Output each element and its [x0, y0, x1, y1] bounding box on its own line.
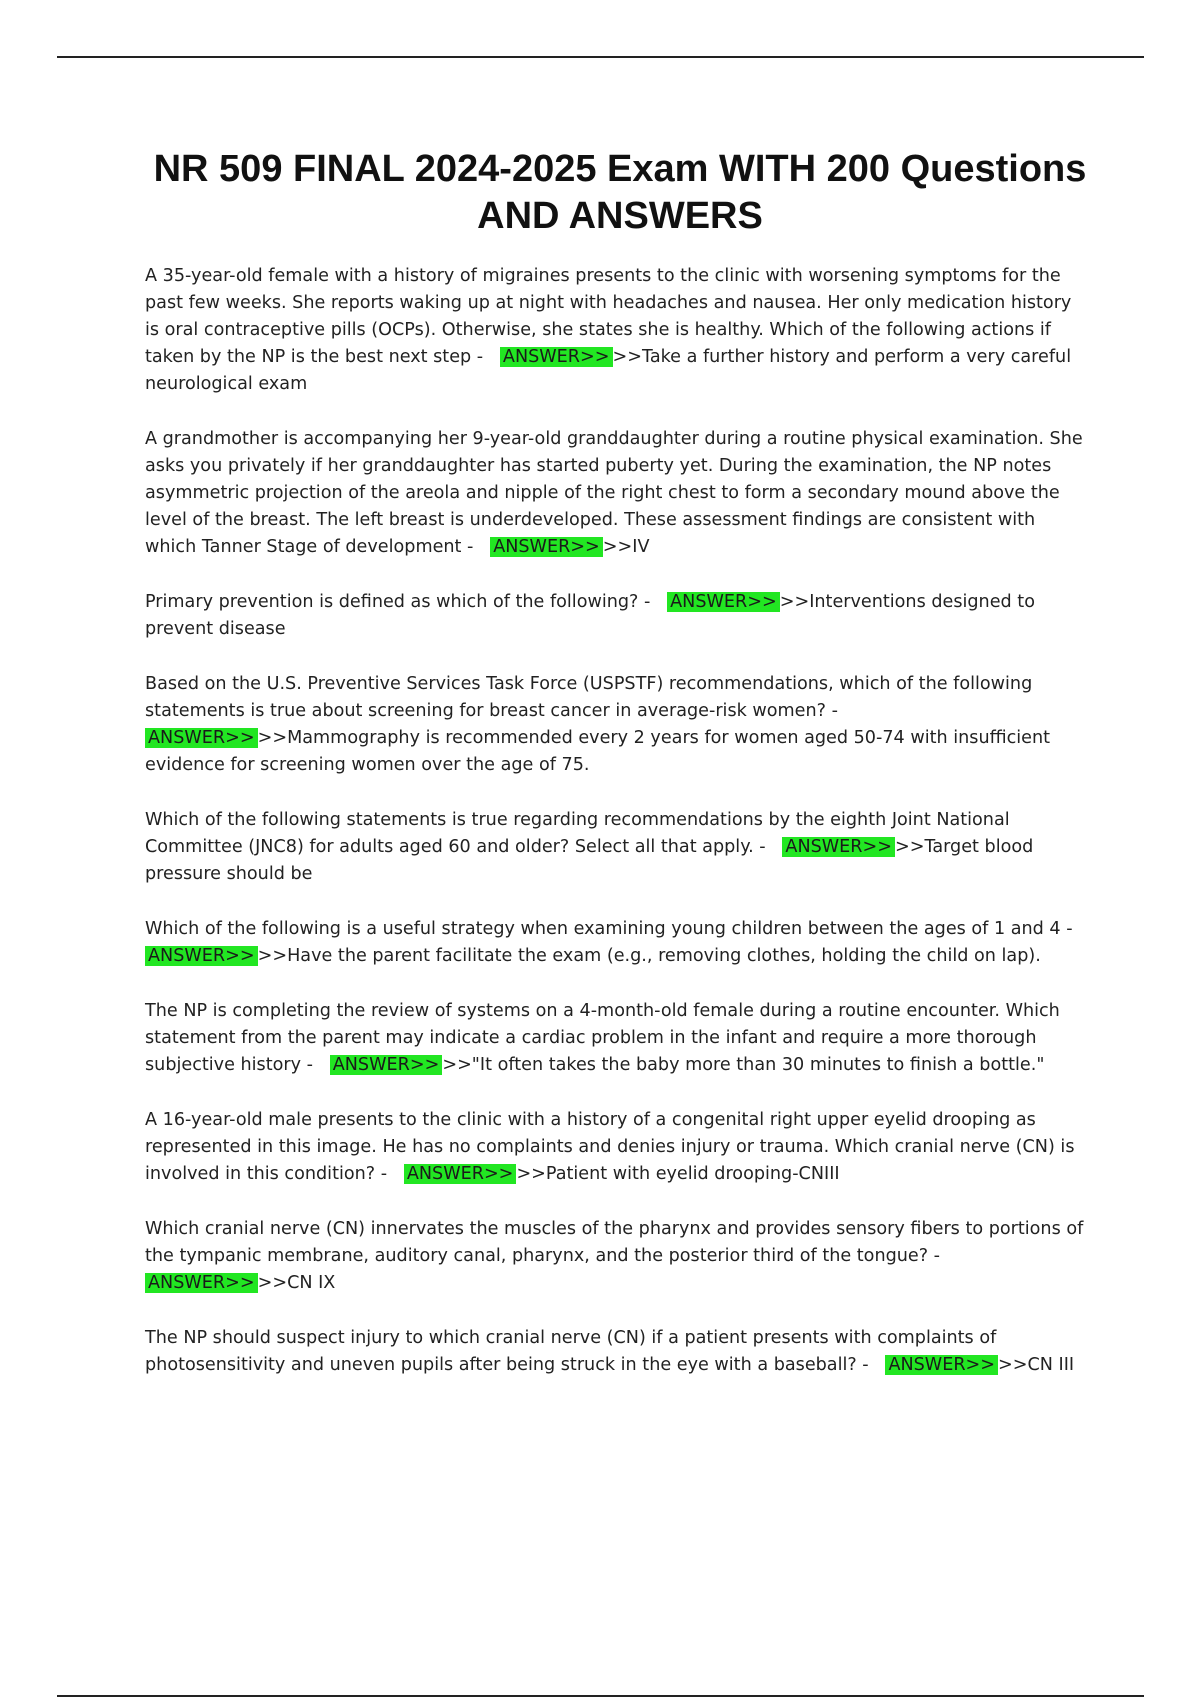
answer-label-highlight: ANSWER>> — [330, 1055, 443, 1075]
qa-item-9 — [145, 1216, 1090, 1297]
answer-text: >>Mammography is recommended every 2 years for women aged 50-74 with insufficient evidence for screening women over the age of 75. — [145, 728, 1051, 775]
answer-text: >>Take a further history and perform a very careful neurological exam — [145, 347, 1072, 394]
answer-text: >>Have the parent facilitate the exam (e.g., removing clothes, holding the child on lap). — [257, 946, 1041, 966]
answer-text: >>"It often takes the baby more than 30 minutes to finish a bottle." — [442, 1055, 1045, 1075]
answer-text: >>CN III — [998, 1355, 1075, 1375]
answer-text: >>Interventions designed to prevent disease — [145, 592, 1035, 639]
answer-text: >>Target blood pressure should be — [145, 837, 1034, 884]
answer-label-highlight: ANSWER>> — [500, 347, 613, 367]
answer-text: >>Patient with eyelid drooping-CNIII — [516, 1164, 840, 1184]
qa-item-10 — [145, 1325, 1090, 1379]
qa-item-3 — [145, 589, 1090, 643]
top-rule — [57, 56, 1144, 58]
question-text: A 35-year-old female with a history of migraines presents to the clinic with worsening symptoms for the past few weeks. She reports waking up at night with headaches and nausea. Her only medication history is oral contraceptive pills (OCPs). Otherwise, she states she is healthy. Which of the following actions if taken by the NP is the best next step - — [145, 266, 1072, 367]
qa-item-8 — [145, 1107, 1090, 1188]
question-text: Which cranial nerve (CN) innervates the muscles of the pharynx and provides sensory fibers to portions of the tympanic membrane, auditory canal, pharynx, and the posterior third of the tongue? - — [145, 1219, 1084, 1266]
answer-label-highlight: ANSWER>> — [667, 592, 780, 612]
question-text: The NP is completing the review of systems on a 4-month-old female during a routine encounter. Which statement from the parent may indicate a cardiac problem in the infant and require a more thorough subjective history - — [145, 1001, 1060, 1075]
answer-text: >>CN IX — [257, 1273, 336, 1293]
answer-label-highlight: ANSWER>> — [404, 1164, 517, 1184]
document-title: NR 509 FINAL 2024-2025 Exam WITH 200 Questions AND ANSWERS — [153, 148, 1087, 237]
qa-list — [145, 263, 1090, 1407]
answer-label-highlight: ANSWER>> — [145, 728, 258, 748]
answer-label-highlight: ANSWER>> — [145, 1273, 258, 1293]
qa-item-1 — [145, 263, 1090, 398]
question-text: A grandmother is accompanying her 9-year-old granddaughter during a routine physical examination. She asks you privately if her granddaughter has started puberty yet. During the examination, the NP notes asymmetric projection of the areola and nipple of the right chest to form a secondary mound above the level of the breast. The left breast is underdeveloped. These assessment findings are consistent with which Tanner Stage of development - — [145, 429, 1083, 557]
answer-label-highlight: ANSWER>> — [885, 1355, 998, 1375]
qa-item-5 — [145, 807, 1090, 888]
qa-item-4 — [145, 671, 1090, 779]
question-text: A 16-year-old male presents to the clinic with a history of a congenital right upper eyelid drooping as represented in this image. He has no complaints and denies injury or trauma. Which cranial nerve (CN) is involved in this condition? - — [145, 1110, 1075, 1184]
bottom-rule — [57, 1695, 1144, 1697]
question-text: Which of the following is a useful strategy when examining young children between the ages of 1 and 4 - — [145, 919, 1073, 939]
question-text: The NP should suspect injury to which cranial nerve (CN) if a patient presents with complaints of photosensitivity and uneven pupils after being struck in the eye with a baseball? - — [145, 1328, 997, 1375]
qa-item-2 — [145, 426, 1090, 561]
answer-label-highlight: ANSWER>> — [782, 837, 895, 857]
answer-label-highlight: ANSWER>> — [145, 946, 258, 966]
answer-text: >>IV — [602, 537, 650, 557]
qa-item-6 — [145, 916, 1090, 970]
question-text: Primary prevention is defined as which of the following? - — [145, 592, 651, 612]
question-text: Based on the U.S. Preventive Services Task Force (USPSTF) recommendations, which of the following statements is true about screening for breast cancer in average-risk women? - — [145, 674, 1033, 721]
answer-label-highlight: ANSWER>> — [490, 537, 603, 557]
question-text: Which of the following statements is true regarding recommendations by the eighth Joint National Committee (JNC8) for adults aged 60 and older? Select all that apply. - — [145, 810, 1010, 857]
qa-item-7 — [145, 998, 1090, 1079]
